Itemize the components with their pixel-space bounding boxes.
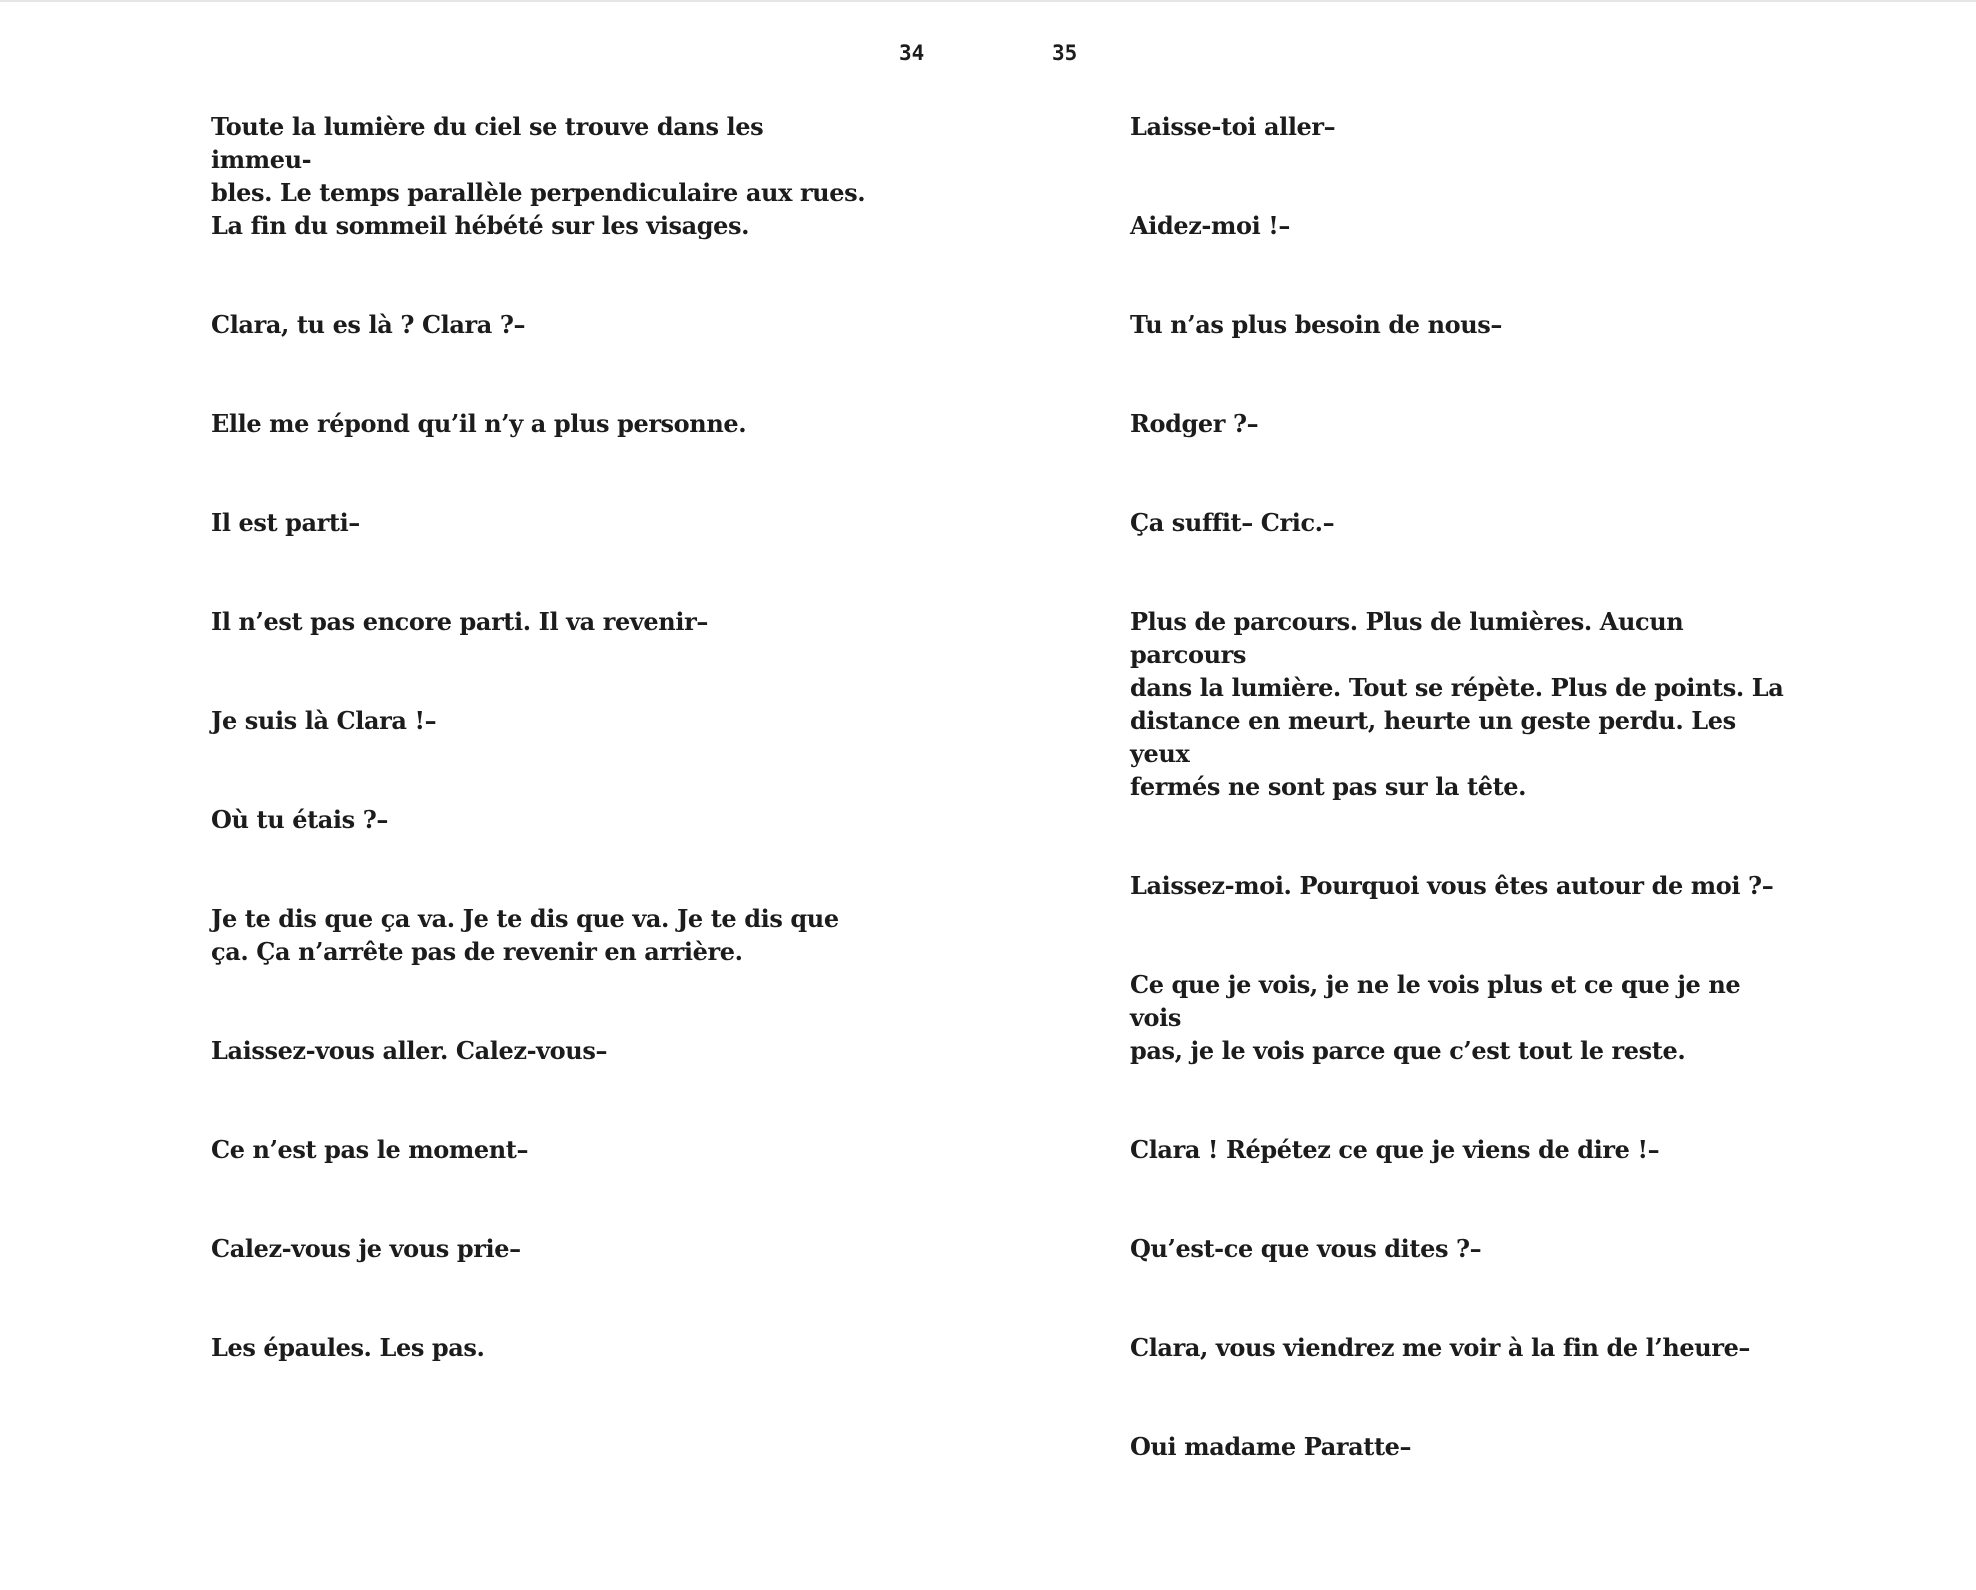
- paragraph: Calez-vous je vous prie–: [211, 1234, 521, 1263]
- paragraph: Toute la lumière du ciel se trouve dans les immeu- bles. Le temps parallèle perpendiculaire aux rues. La fin du sommeil hébété sur les visages.: [211, 112, 866, 240]
- paragraph: Elle me répond qu’il n’y a plus personne.: [211, 409, 747, 438]
- page-number-right: 35: [1052, 41, 1078, 65]
- paragraph: Plus de parcours. Plus de lumières. Aucun parcours dans la lumière. Tout se répète. Plus de points. La distance en meurt, heurte un geste perdu. Les yeux fermés ne sont pas sur la tête.: [1130, 607, 1784, 801]
- paragraph: Il est parti–: [211, 508, 360, 537]
- page-number-left: 34: [899, 41, 925, 65]
- paragraph: Qu’est-ce que vous dites ?–: [1130, 1234, 1482, 1263]
- paragraph: Ça suffit– Cric.–: [1130, 508, 1335, 537]
- paragraph: Rodger ?–: [1130, 409, 1259, 438]
- paragraph: Aidez-moi !–: [1130, 211, 1290, 240]
- paragraph: Il n’est pas encore parti. Il va revenir–: [211, 607, 708, 636]
- paragraph: Je suis là Clara !–: [211, 706, 437, 735]
- paragraph: Ce n’est pas le moment–: [211, 1135, 529, 1164]
- paragraph: Laisse-toi aller–: [1130, 112, 1336, 141]
- paragraph: Clara, vous viendrez me voir à la fin de l’heure–: [1130, 1333, 1751, 1362]
- paragraph: Clara, tu es là ? Clara ?–: [211, 310, 526, 339]
- paragraph: Laissez-vous aller. Calez-vous–: [211, 1036, 608, 1065]
- paragraph: Clara ! Répétez ce que je viens de dire !–: [1130, 1135, 1660, 1164]
- left-page: [211, 110, 871, 1430]
- paragraph: Tu n’as plus besoin de nous–: [1130, 310, 1503, 339]
- paragraph: Où tu étais ?–: [211, 805, 388, 834]
- paragraph: Je te dis que ça va. Je te dis que va. Je te dis que ça. Ça n’arrête pas de revenir en arrière.: [211, 904, 839, 966]
- top-edge-rule: [0, 0, 1976, 2]
- paragraph: Oui madame Paratte–: [1130, 1432, 1412, 1461]
- right-page: [1130, 110, 1790, 1529]
- paragraph: Laissez-moi. Pourquoi vous êtes autour de moi ?–: [1130, 871, 1774, 900]
- paragraph: Les épaules. Les pas.: [211, 1333, 485, 1362]
- paragraph: Ce que je vois, je ne le vois plus et ce que je ne vois pas, je le vois parce que c’est tout le reste.: [1130, 970, 1741, 1065]
